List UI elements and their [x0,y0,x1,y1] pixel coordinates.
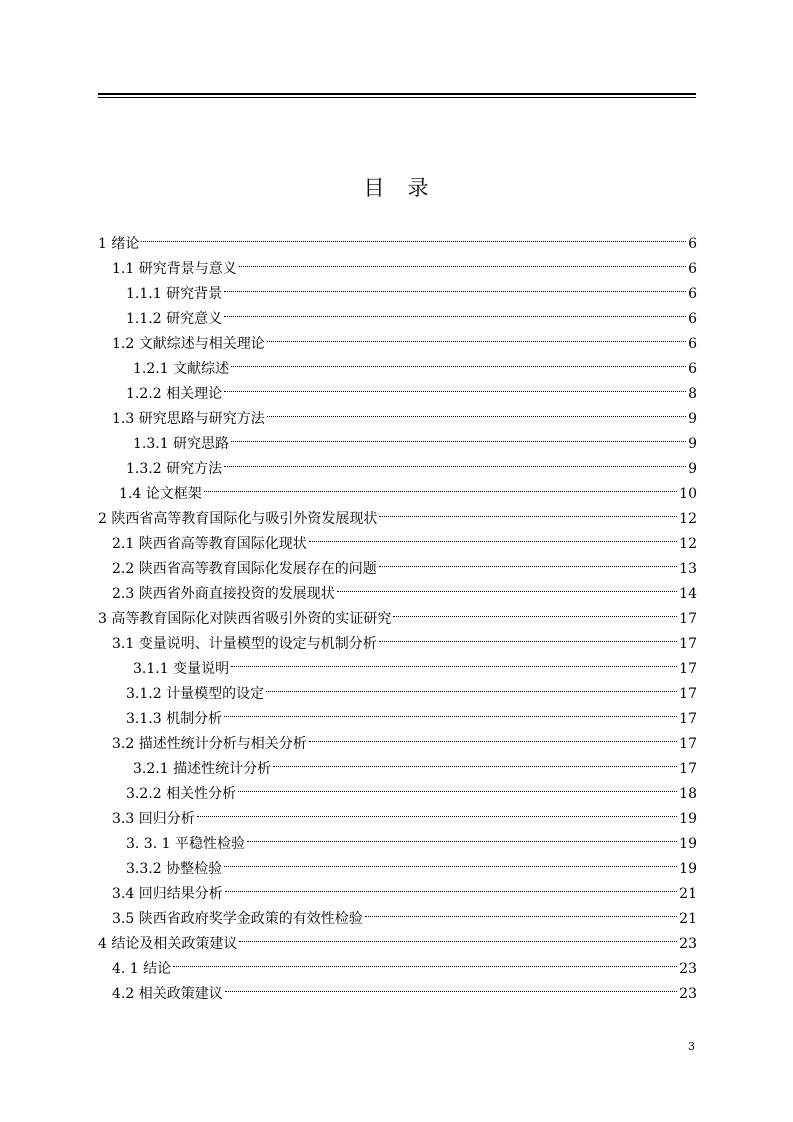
toc-entry-page: 14 [679,586,697,602]
toc-entry[interactable] [133,357,697,382]
toc-entry-label: 3.1.1 变量说明 [133,661,230,677]
toc-leader-dots [247,841,677,842]
toc-entry-page: 21 [679,886,697,902]
toc-entry[interactable] [112,532,697,557]
toc-entry-page: 18 [679,786,697,802]
toc-entry-page: 6 [688,336,697,352]
toc-entry-page: 23 [679,936,697,952]
toc-leader-dots [231,366,686,367]
toc-leader-dots [337,591,677,592]
toc-entry-label: 3.4 回归结果分析 [112,886,223,902]
toc-leader-dots [393,616,677,617]
toc-entry-label: 3 高等教育国际化对陕西省吸引外资的实证研究 [98,611,392,627]
toc-entry[interactable] [112,732,697,757]
toc-entry[interactable] [98,607,697,632]
page-number: 3 [688,1040,695,1053]
toc-entry[interactable] [98,932,697,957]
header-rule [98,93,696,95]
toc-entry-page: 19 [679,811,697,827]
toc-entry-label: 1 绪论 [98,236,140,252]
toc-entry[interactable] [119,482,697,507]
toc-entry-label: 3.1.2 计量模型的设定 [126,686,265,702]
toc-entry-page: 9 [688,411,697,427]
toc-entry-page: 6 [688,311,697,327]
toc-entry-label: 3.2.1 描述性统计分析 [133,761,272,777]
toc-entry[interactable] [126,382,697,407]
toc-entry-page: 17 [679,661,697,677]
toc-entry[interactable] [112,807,697,832]
toc-entry[interactable] [112,957,697,982]
toc-entry-page: 21 [679,911,697,927]
toc-entry[interactable] [133,757,697,782]
toc-entry-label: 3.2.2 相关性分析 [126,786,237,802]
toc-entry[interactable] [126,307,697,332]
toc-entry[interactable] [112,557,697,582]
toc-entry-label: 3.1 变量说明、计量模型的设定与机制分析 [112,636,377,652]
toc-leader-dots [224,316,686,317]
toc-entry[interactable] [126,282,697,307]
toc-leader-dots [309,741,677,742]
toc-entry[interactable] [133,657,697,682]
toc-entry[interactable] [112,882,697,907]
toc-entry-page: 6 [688,261,697,277]
toc-leader-dots [309,541,677,542]
toc-leader-dots [225,891,677,892]
toc-entry-page: 17 [679,686,697,702]
toc-entry-page: 23 [679,961,697,977]
toc-entry[interactable] [112,257,697,282]
toc-entry-label: 4.2 相关政策建议 [112,986,223,1002]
toc-entry[interactable] [133,432,697,457]
toc-leader-dots [379,566,677,567]
toc-entry-page: 6 [688,236,697,252]
toc-entry[interactable] [126,857,697,882]
toc-leader-dots [273,766,677,767]
toc-entry-label: 1.3.1 研究思路 [133,436,230,452]
toc-leader-dots [379,641,677,642]
toc-leader-dots [197,816,677,817]
toc-entry-page: 19 [679,836,697,852]
toc-entry-page: 19 [679,861,697,877]
toc-entry-page: 17 [679,736,697,752]
toc-entry[interactable] [126,832,697,857]
toc-entry-label: 1.2 文献综述与相关理论 [112,336,265,352]
toc-entry-page: 17 [679,636,697,652]
toc-entry-label: 1.2.2 相关理论 [126,386,223,402]
toc-leader-dots [224,391,686,392]
header-rule-thin [98,97,696,98]
toc-leader-dots [224,716,677,717]
toc-entry-label: 1.2.1 文献综述 [133,361,230,377]
toc-entry-label: 2.3 陕西省外商直接投资的发展现状 [112,586,335,602]
toc-entry[interactable] [112,632,697,657]
toc-entry-page: 12 [679,536,697,552]
toc-entry-label: 3.3 回归分析 [112,811,195,827]
toc-entry-label: 1.1.1 研究背景 [126,286,223,302]
toc-leader-dots [365,916,677,917]
toc-entry[interactable] [126,457,697,482]
toc-entry-label: 3.3.2 协整检验 [126,861,223,877]
toc-entry-label: 1.1.2 研究意义 [126,311,223,327]
toc-entry-label: 3.5 陕西省政府奖学金政策的有效性检验 [112,911,363,927]
toc-leader-dots [224,291,686,292]
toc-entry-label: 2.1 陕西省高等教育国际化现状 [112,536,307,552]
toc-entry-page: 17 [679,611,697,627]
toc-entry[interactable] [126,782,697,807]
toc-leader-dots [225,991,677,992]
toc-entry-page: 6 [688,286,697,302]
toc-entry-label: 1.3 研究思路与研究方法 [112,411,265,427]
toc-entry[interactable] [112,907,697,932]
toc-entry[interactable] [126,707,697,732]
toc-entry-page: 23 [679,986,697,1002]
toc-leader-dots [267,416,686,417]
toc-leader-dots [204,491,677,492]
toc-entry[interactable] [112,407,697,432]
toc-entry-label: 3.2 描述性统计分析与相关分析 [112,736,307,752]
toc-entry-page: 9 [688,436,697,452]
toc-entry-label: 3.1.3 机制分析 [126,711,223,727]
toc-entry-label: 4. 1 结论 [112,961,172,977]
toc-entry[interactable] [112,982,697,1007]
toc-entry[interactable] [98,507,697,532]
toc-entry-label: 1.3.2 研究方法 [126,461,223,477]
toc-entry-page: 13 [679,561,697,577]
toc-leader-dots [239,266,686,267]
toc-leader-dots [173,966,677,967]
toc-leader-dots [224,466,686,467]
toc-leader-dots [267,341,686,342]
toc-leader-dots [231,666,677,667]
toc-entry[interactable] [112,582,697,607]
toc-leader-dots [231,441,686,442]
toc-entry-page: 12 [679,511,697,527]
toc-leader-dots [266,691,677,692]
toc-entry[interactable] [98,232,697,257]
toc-leader-dots [141,241,686,242]
toc-entry-label: 1.1 研究背景与意义 [112,261,237,277]
toc-entry-page: 8 [688,386,697,402]
toc-entry-label: 1.4 论文框架 [119,486,202,502]
toc-entry-page: 6 [688,361,697,377]
toc-leader-dots [239,941,677,942]
toc-entry-page: 17 [679,761,697,777]
toc-entry-page: 10 [679,486,697,502]
toc-entry-page: 9 [688,461,697,477]
toc-entry-label: 4 结论及相关政策建议 [98,936,238,952]
toc-entry[interactable] [112,332,697,357]
page-title: 目 录 [363,176,430,200]
toc-leader-dots [224,866,677,867]
toc-leader-dots [379,516,677,517]
toc-entry-label: 2.2 陕西省高等教育国际化发展存在的问题 [112,561,377,577]
toc-entry-page: 17 [679,711,697,727]
toc-entry[interactable] [126,682,697,707]
toc-entry-label: 2 陕西省高等教育国际化与吸引外资发展现状 [98,511,378,527]
toc-entry-label: 3. 3. 1 平稳性检验 [126,836,245,852]
toc-leader-dots [238,791,677,792]
